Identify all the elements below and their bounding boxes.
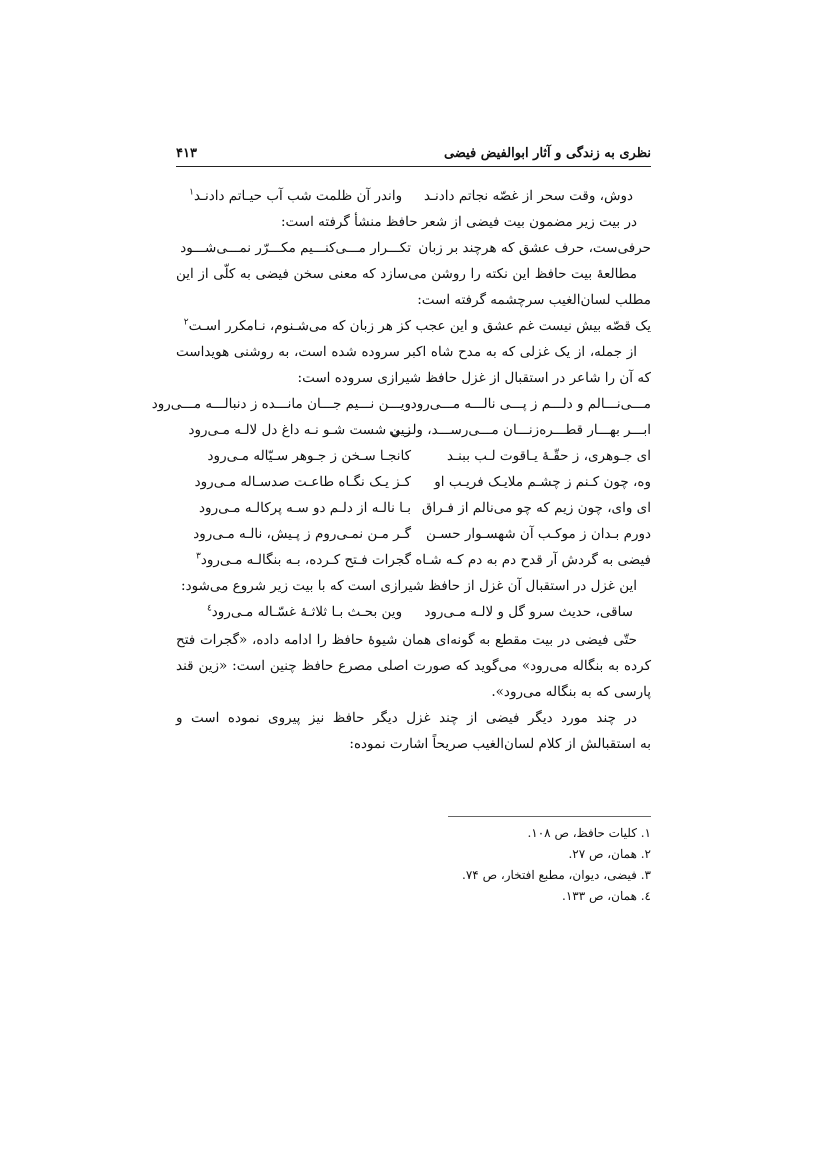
ghazal-hemistich-1: ای جـوهری، ز حقّـهٔ یـاقوت لـب ببنـد [447, 448, 651, 464]
paragraph-2-line-2: مطلب لسان‌الغیب سرچشمه گرفته است: [417, 292, 651, 308]
ghazal-verse [176, 420, 651, 440]
paragraph-4: این غزل در استقبال آن غزل از حافظ شیرازی است که با بیت زیر شروع می‌شود: [181, 578, 637, 594]
paragraph-6-line-1: در چند مورد دیگر فیضی از چند غزل دیگر حافظ نیز پیروی نموده است و [176, 710, 637, 726]
ghazal-hemistich-1: وه، چون کـنم ز چشـم ملایـک فریـب او [434, 474, 651, 490]
ghazal-hemistich-2: زین شست شـو نـه داغ دل لالـه مـی‌رود [188, 422, 411, 438]
verse-2 [176, 238, 651, 258]
page-number: ۴۱۳ [176, 145, 197, 161]
ghazal-verse [176, 550, 651, 570]
ghazal-hemistich-1: ابـــر بهـــار قطـــره‌زنـــان مـــی‌رســـد، ولـــی [389, 422, 651, 438]
ghazal-verse [151, 394, 651, 414]
verse-1-hemistich-1: دوش، وقت سحر از غصّه نجاتم دادنـد [424, 188, 633, 204]
footnote-4: ٤. همان، ص ۱۳۳. [562, 889, 651, 903]
verse-1-text: واندر آن ظلمت شب آب حیـاتم دادنـد [193, 188, 403, 204]
verse-4 [176, 602, 651, 622]
paragraph-6-line-2: به استقبالش از کلام لسان‌الغیب صریحاً اشارت نموده: [349, 736, 651, 752]
ghazal-hemistich-2: گـر مـن نمـی‌روم ز پـیش، نالـه مـی‌رود [193, 526, 411, 542]
verse-2-hemistich-1: حرفی‌ست، حرف عشق که هرچند بر زبان [418, 240, 651, 256]
paragraph-5-line-2: کرده به بنگاله می‌رود» می‌گوید که صورت اصلی مصرع حافظ چنین است: «زین قند [176, 658, 651, 674]
paragraph-3-line-2: که آن را شاعر در استقبال از غزل حافظ شیرازی سروده است: [297, 370, 651, 386]
verse-4-text: وین بحـث بـا ثلاثـهٔ غسّـاله مـی‌رود [211, 604, 403, 620]
ghazal-verse [176, 472, 651, 492]
ghazal-verse [176, 524, 651, 544]
ghazal-hemistich-2: ویـــن نـــیم جـــان مانـــده ز دنبالـــه مـــی‌رود [151, 396, 411, 412]
footnote-3: ۳. فیضی، دیوان، مطبع افتخار، ص ۷۴. [462, 868, 651, 882]
running-header [176, 140, 651, 167]
footnote-divider [448, 816, 651, 817]
verse-1-hemistich-2 [176, 186, 402, 206]
ghazal-hemistich-1: مـــی‌نـــالم و دلـــم ز پـــی نالـــه مـــی‌رود [410, 396, 651, 412]
verse-3-hemistich-1: یک قصّه بیش نیست غم عشق و این عجب [415, 318, 651, 334]
footnote-ref-1: ۱ [189, 187, 194, 198]
ghazal-last-text: گجرات فـتح کـرده، بـه بنگالـه مـی‌رود [200, 552, 411, 568]
verse-3-text: کز هر زبان که می‌شـنوم، نـامکرر اسـت [188, 318, 411, 334]
footnote-2: ۲. همان، ص ۲۷. [568, 847, 651, 861]
ghazal-hemistich-2 [176, 550, 411, 570]
ghazal-verse [176, 446, 651, 466]
footnote-1: ۱. کلیات حافظ، ص ۱۰۸. [527, 826, 651, 840]
footnote-ref-3: ۳ [196, 551, 201, 562]
ghazal-hemistich-2: بـا نالـه از دلـم دو سـه پرکالـه مـی‌رود [199, 500, 411, 516]
verse-3 [176, 316, 651, 336]
ghazal-verse [176, 498, 651, 518]
paragraph-5-line-1: حتّی فیضی در بیت مقطع به گونه‌ای همان شیوهٔ حافظ را ادامه داده، «گجرات فتح [176, 632, 637, 648]
verse-4-hemistich-1: ساقی، حدیث سرو گل و لالـه مـی‌رود [424, 604, 633, 620]
ghazal-hemistich-1: ای وای، چون زیم که چو می‌نالم از فـراق [421, 500, 651, 516]
paragraph-5-line-3: پارسی که به بنگاله می‌رود». [491, 684, 651, 700]
ghazal-hemistich-1: دورم بـدان ز موکـب آن شهسـوار حسـن [425, 526, 651, 542]
running-title: نظری به زندگی و آثار ابوالفیض فیضی [443, 145, 651, 161]
paragraph-2-line-1: مطالعهٔ بیت حافظ این نکته را روشن می‌سازد که معنی سخن فیضی به کلّی از این [176, 266, 637, 282]
paragraph-1: در بیت زیر مضمون بیت فیضی از شعر حافظ منشأ گرفته است: [281, 214, 637, 230]
verse-4-hemistich-2 [176, 602, 402, 622]
paragraph-3-line-1: از جمله، از یک غزلی که به مدح شاه اکبر سروده شده است، به روشنی هویداست [176, 344, 637, 360]
footnote-ref-4: ٤ [206, 603, 212, 614]
verse-3-hemistich-2 [176, 316, 411, 336]
ghazal-hemistich-1: فیضی به گردش آر قدح دم به دم کـه شـاه [415, 552, 651, 568]
verse-2-hemistich-2: تکـــرار مـــی‌کنـــیم مکـــرّر نمـــی‌شـــود [180, 240, 411, 256]
verse-1 [176, 186, 651, 206]
ghazal-hemistich-2: کانجـا سـخن ز جـوهر سـیّاله مـی‌رود [207, 448, 411, 464]
ghazal-hemistich-2: کـز یـک نگـاه طاعـت صدسـاله مـی‌رود [194, 474, 411, 490]
footnote-ref-2: ۲ [183, 317, 189, 328]
